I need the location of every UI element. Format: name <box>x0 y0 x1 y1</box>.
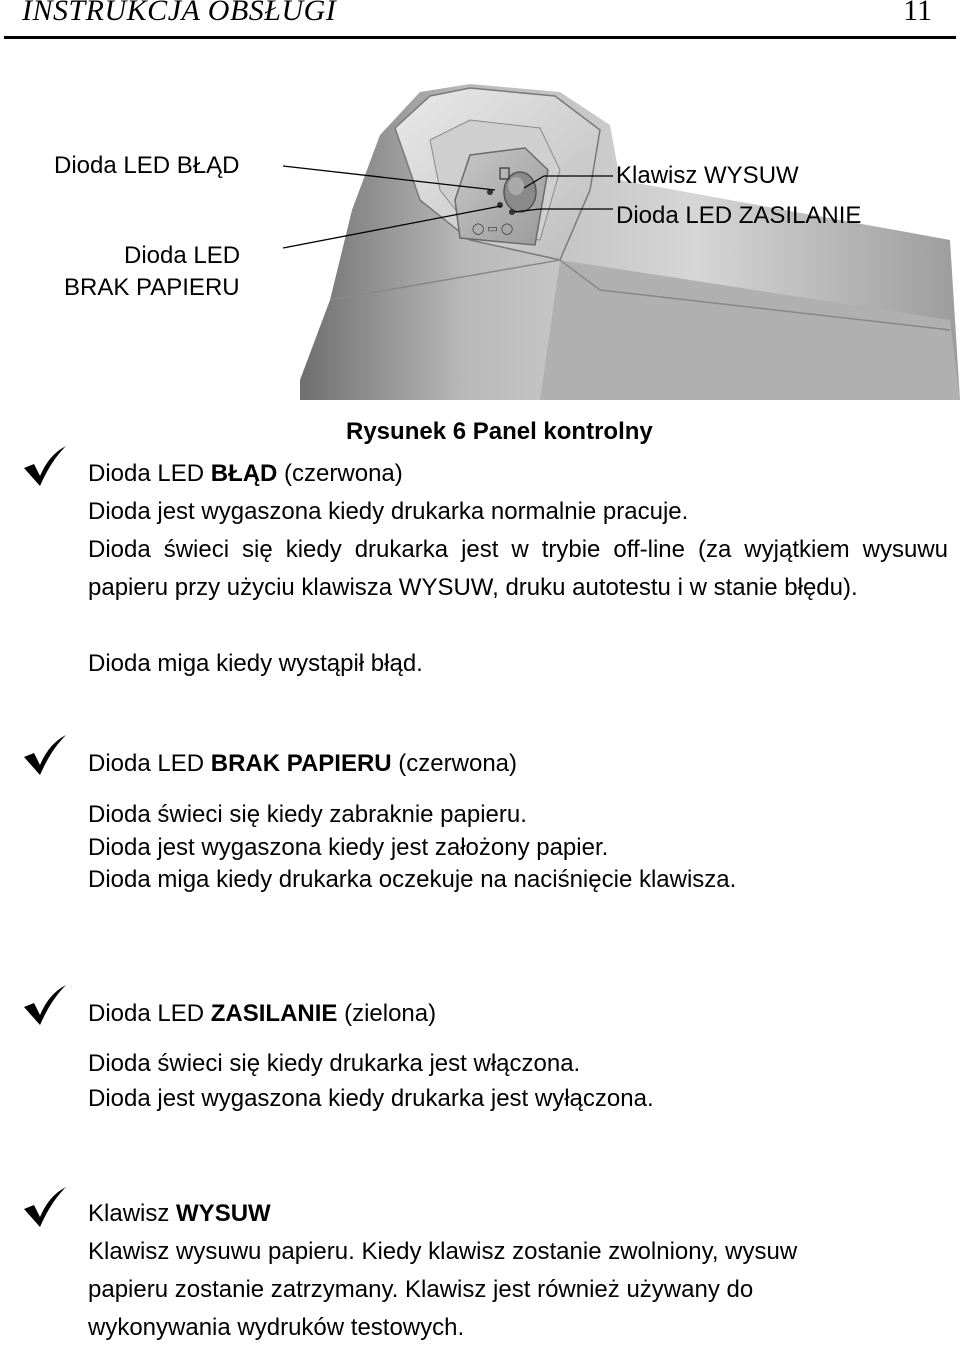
callout-led-power: Dioda LED ZASILANIE <box>616 202 862 229</box>
section-paper-led-line: Dioda jest wygaszona kiedy jest założony papier. <box>88 834 609 861</box>
section-paper-led-line: Dioda miga kiedy drukarka oczekuje na naciśnięcie klawisza. <box>88 866 737 893</box>
checkmark-icon <box>20 733 68 777</box>
svg-text:◯ ▭ ◯: ◯ ▭ ◯ <box>472 223 514 235</box>
section-power-led-title: Dioda LED ZASILANIE (zielona) <box>88 1000 437 1027</box>
section-paper-led-line: Dioda świeci się kiedy zabraknie papieru. <box>88 801 527 828</box>
page-header <box>0 0 960 40</box>
figure-caption: Rysunek 6 Panel kontrolny <box>346 418 653 445</box>
checkmark-icon <box>20 983 68 1027</box>
section-power-led-line: Dioda jest wygaszona kiedy drukarka jest wyłączona. <box>88 1085 654 1112</box>
callout-led-paper-line1: Dioda LED <box>124 242 241 269</box>
manual-title: INSTRUKCJA OBSŁUGI <box>22 0 337 27</box>
section-error-led-line: Dioda świeci się kiedy drukarka jest w trybie off-line (za wyjątkiem wysuwu papieru przy użyciu klawisza WYSUW, druku autotestu i w stanie błędu). <box>88 536 948 601</box>
section-error-led-title: Dioda LED BŁĄD (czerwona) <box>88 460 403 487</box>
callout-led-paper-line2: BRAK PAPIERU <box>64 274 240 301</box>
section-feed-key-line: wykonywania wydruków testowych. <box>88 1314 465 1341</box>
section-error-led-line: Dioda jest wygaszona kiedy drukarka normalnie pracuje. <box>88 498 689 525</box>
header-divider <box>4 36 956 39</box>
page-number: 11 <box>903 0 932 27</box>
checkmark-icon <box>20 444 68 488</box>
section-error-led-line: Dioda miga kiedy wystąpił błąd. <box>88 650 423 677</box>
checkmark-icon <box>20 1185 68 1229</box>
section-feed-key-line: Klawisz wysuwu papieru. Kiedy klawisz zostanie zwolniony, wysuw <box>88 1238 798 1265</box>
callout-led-error: Dioda LED BŁĄD <box>54 152 240 179</box>
section-paper-led-title: Dioda LED BRAK PAPIERU (czerwona) <box>88 750 518 777</box>
callout-feed-key: Klawisz WYSUW <box>616 162 799 189</box>
section-feed-key-title: Klawisz WYSUW <box>88 1200 271 1227</box>
control-panel-illustration <box>0 70 960 400</box>
section-feed-key-line: papieru zostanie zatrzymany. Klawisz jest również używany do <box>88 1276 754 1303</box>
section-power-led-line: Dioda świeci się kiedy drukarka jest włączona. <box>88 1050 581 1077</box>
